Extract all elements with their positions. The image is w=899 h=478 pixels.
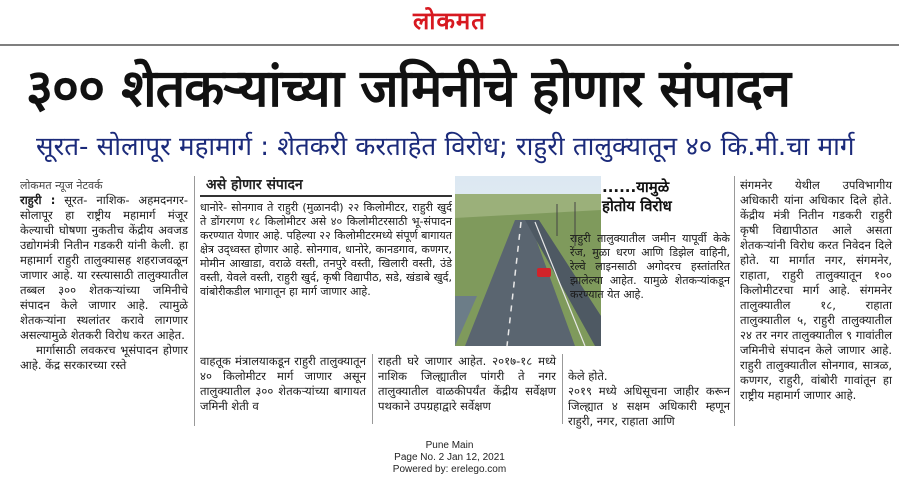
side-text: राहुरी तालुक्यातील जमीन यापूर्वी केके रेंज, मुळा धरण आणि डिझेल वाहिनी, रेल्वे लाइनसाठी अगोदरच हस्तांतरित झालेल्या आहेत. यामुळे शेतकऱ्यांकडून करण्यात येत आहे.: [570, 232, 730, 301]
column-2-text: वाहतूक मंत्रालयाकडून राहुरी तालुक्यातून ४० किलोमीटर मार्ग जाणार असून तालुक्यातील ३०० शेतकऱ्यांच्या बागायत जमिनी शेती व: [200, 354, 366, 413]
byline: लोकमत न्यूज नेटवर्क: [20, 179, 103, 192]
subheadline: सूरत- सोलापूर महामार्ग : शेतकरी करताहेत विरोध; राहुरी तालुक्यातून ४० कि.मी.चा मार्ग: [36, 132, 855, 162]
column-divider: [372, 354, 373, 424]
edition-label: Pune Main: [425, 440, 474, 451]
paragraph-1-text: सूरत- नाशिक- अहमदनगर- सोलापूर हा राष्ट्रीय महामार्ग मंजूर केल्याची घोषणा नुकतीच केंद्रीय अवजड उद्योगमंत्री नितीन गडकरी यांनी केली. हा महामार्ग राहुरी तालुक्यासह शहराजवळून जाणार आहे. या रस्त्यासाठी तालुक्यातील तब्बल ३०० शेतकऱ्यांच्या जमिनीचे संपादन केले जाणार आहे. त्यामुळे शेतकऱ्यांना स्थलांतर करावे लागणार असल्यामुळे शेतकरी विरोध करत आहेत.: [20, 193, 189, 342]
article-column-4: [568, 354, 730, 444]
masthead-rule: [0, 44, 899, 46]
side-text-block: [570, 232, 730, 302]
article-paragraph-2: मार्गासाठी लवकरच भूसंपादन होणार आहे. केंद्र सरकारच्या रस्ते: [20, 343, 188, 372]
info-box-title: असे होणार संपादन: [200, 176, 452, 197]
info-box-text: धानोरे- सोनगाव ते राहुरी (मुळानदी) २२ किलोमीटर, राहुरी खुर्द ते डोंगरगण १८ किलोमीटर असे ४० किलोमीटरसाठी भू-संपादन करण्यात येणार आहे. पहिल्या २२ किलोमीटरमध्ये संपूर्ण बागायत क्षेत्र उद्ध्वस्त होणार आहे. सोनगाव, धानोरे, कानडगाव, कणगर, मोमीन आखाडा, वराळे वस्ती, तनपुरे वस्ती, खिलारी वस्ती, उंडे वस्ती, येवले वस्ती, राहुरी खुर्द, कृषी विद्यापीठ, सडे, खंडाबे खुर्द, वांबोरीकडील भागातून हा मार्ग जाणार आहे.: [200, 201, 452, 298]
info-box: [200, 176, 452, 341]
column-divider: [194, 176, 195, 426]
dateline: राहुरी :: [20, 193, 56, 207]
column-4-text: केले होते. २०१९ मध्ये अधिसूचना जाहीर करून जिल्ह्यात ४ सक्षम अधिकारी म्हणून राहुरी, नगर, राहाता आणि: [568, 369, 730, 428]
powered-by: Powered by: erelego.com: [392, 464, 507, 475]
headline: ३०० शेतकऱ्यांच्या जमिनीचे होणार संपादन: [26, 59, 790, 119]
column-5-text: संगमनेर येथील उपविभागीय अधिकारी यांना अधिकार दिले होते. केंद्रीय मंत्री नितीन गडकरी राहुरी कृषी विद्यापीठात आले असता शेतकऱ्यांनी विरोध करत निवेदन दिले होते. या मार्गात नगर, संगमनेर, राहाता, राहुरी तालुक्यातून १०० किलोमीटरचा मार्ग आहे. संगमनेर तालुक्यातील १८, राहाता तालुक्यातील ५, राहुरी तालुक्यातील २४ तर नगर तालुक्यातील ९ गावांतील जमिनीचे संपादन केले जाणार आहे. राहुरी तालुक्यातील सोनगाव, सात्रळ, कणगर, राहुरी, वांबोरी गावांतून हा राष्ट्रीय महामार्ग जाणार आहे.: [740, 178, 892, 402]
column-divider: [562, 354, 563, 424]
article-column-1: [20, 178, 188, 373]
column-3-text: राहती घरे जाणार आहेत. २०१७-१८ मध्ये नाशिक जिल्ह्यातील पांगरी ते नगर तालुक्यातील वाळकीपर्यंत केंद्रीय सर्वेक्षण पथकाने उपग्रहाद्वारे सर्वेक्षण: [378, 354, 556, 413]
page-info: Page No. 2 Jan 12, 2021: [394, 452, 505, 463]
column-divider: [734, 176, 735, 426]
page-footer: [0, 440, 899, 476]
article-paragraph-1: [20, 193, 188, 343]
side-title-1: ......यामुळे: [602, 178, 670, 196]
masthead-logo: लोकमत: [413, 6, 486, 35]
side-column: [602, 178, 730, 230]
article-column-2: [200, 354, 366, 414]
article-column-5: [740, 178, 892, 403]
article-column-3: [378, 354, 556, 414]
car-icon: [537, 268, 551, 277]
side-title-2: होतोय विरोध: [602, 197, 672, 215]
